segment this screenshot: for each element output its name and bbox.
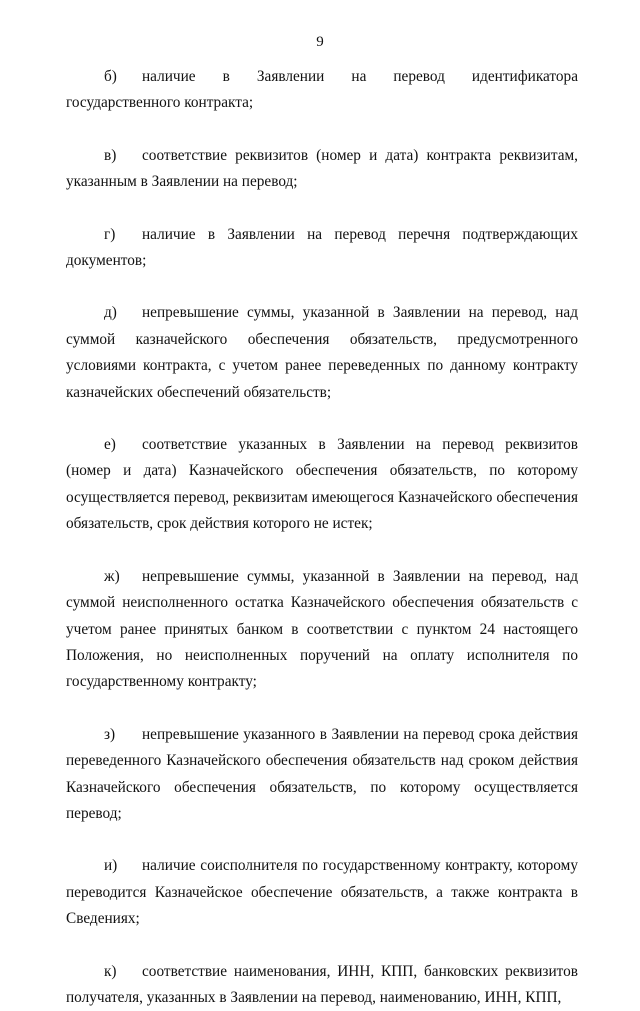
list-item-i	[66, 853, 578, 932]
item-marker: к)	[104, 962, 117, 980]
item-marker: г)	[104, 225, 116, 243]
list-item-z	[66, 722, 578, 828]
list-item-d	[66, 300, 578, 406]
item-text: наличие в Заявлении на перевод идентификатора государственного контракта;	[66, 68, 578, 112]
list-item-b	[66, 64, 578, 117]
item-text: соответствие реквизитов (номер и дата) контракта реквизитам, указанным в Заявлении на перевод;	[66, 146, 578, 191]
item-marker: и)	[104, 857, 118, 875]
item-text: наличие в Заявлении на перевод перечня подтверждающих документов;	[66, 225, 578, 270]
item-marker: з)	[104, 725, 116, 743]
list-item-g	[66, 222, 578, 275]
item-marker: д)	[104, 304, 117, 322]
item-marker: б)	[104, 68, 117, 85]
item-text: соответствие наименования, ИНН, КПП, банковских реквизитов получателя, указанных в Заявлении на перевод, наименованию, ИНН, КПП,	[66, 962, 578, 1006]
list-item-v	[66, 143, 578, 196]
item-text: соответствие указанных в Заявлении на перевод реквизитов (номер и дата) Казначейского обеспечения обязательств, по которому осуществляется перевод, реквизитам имеющегося Казначейского обеспечения обязательств, срок действия которого не истек;	[66, 436, 578, 533]
item-text: наличие соисполнителя по государственному контракту, которому переводится Казначейское обеспечение обязательств, а также контракта в Сведениях;	[66, 857, 578, 928]
list-item-k	[66, 959, 578, 1011]
list-item-e	[66, 432, 578, 538]
page-number: 9	[316, 34, 324, 50]
document-body	[66, 64, 578, 1011]
item-marker: е)	[104, 436, 116, 454]
item-text: непревышение суммы, указанной в Заявлении на перевод, над суммой неисполненного остатка Казначейского обеспечения обязательств с учетом ранее принятых банком в соответствии с пунктом 24 настоящего Положения, но неисполненных поручений на оплату исполнителя по государственному контракту;	[66, 567, 578, 691]
list-item-zh	[66, 564, 578, 696]
item-marker: ж)	[104, 567, 120, 585]
item-text: непревышение суммы, указанной в Заявлении на перевод, над суммой казначейского обеспечения обязательств, предусмотренного условиями контракта, с учетом ранее переведенных по данному контракту казначейских обеспечений обязательств;	[66, 304, 578, 401]
item-text: непревышение указанного в Заявлении на перевод срока действия переведенного Казначейского обеспечения обязательств над сроком действия Казначейского обеспечения обязательств, по которому осуществляется перевод;	[66, 725, 578, 822]
item-marker: в)	[104, 146, 117, 164]
